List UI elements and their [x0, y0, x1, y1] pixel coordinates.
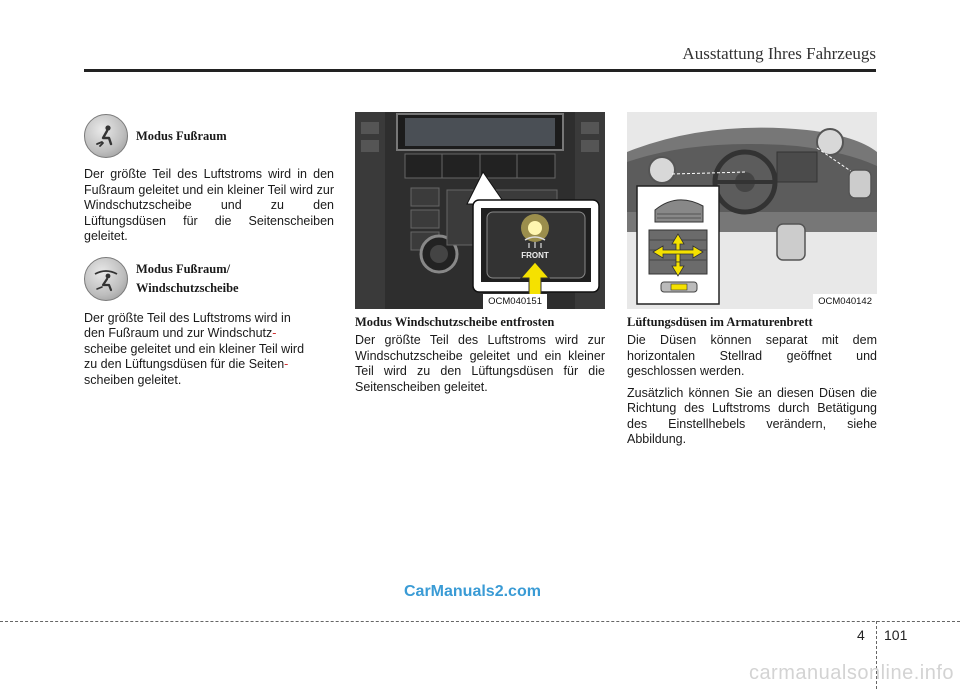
mode-foot-label: Modus Fußraum: [136, 128, 227, 143]
desc-line: Der größte Teil des Luftstroms wird in: [84, 310, 291, 325]
desc-line: scheiben geleitet.: [84, 372, 182, 387]
header-rule: [84, 69, 876, 72]
vents-description-2: Zusätzlich können Sie an diesen Düsen die Richtung des Luftstroms durch Betätigung des Einstellhebels verändern, siehe Abbildung.: [627, 385, 877, 446]
front-button-label: FRONT: [521, 251, 549, 260]
foot-airflow-icon: [84, 114, 128, 158]
mode-foot-row: [84, 114, 334, 158]
site-watermark: carmanualsonline.info: [748, 662, 954, 684]
defrost-mode-title: Modus Windschutzscheibe entfrosten: [355, 315, 555, 329]
chapter-number: 4: [857, 627, 865, 643]
mode-foot-description: Der größte Teil des Luftstroms wird in den Fußraum geleitet und ein kleiner Teil wird zur Windschutzscheibe und zu den Lüftungsdüsen für die Seitenscheiben geleitet.: [84, 167, 334, 243]
vents-description-1: Die Düsen können separat mit dem horizontalen Stellrad geöffnet und geschlossen werden.: [627, 333, 877, 378]
mode-foot-windshield-row: [84, 257, 334, 301]
figure-code: OCM040142: [813, 294, 877, 309]
desc-line: zu den Lüftungsdüsen für die Seiten: [84, 357, 285, 371]
desc-line: den Fußraum und zur Windschutz: [84, 326, 273, 340]
vents-title: Lüftungsdüsen im Armaturenbrett: [627, 315, 813, 329]
defrost-control-illustration: [355, 112, 605, 309]
hyphen: -: [284, 357, 289, 371]
mode-foot-windshield-description: [84, 311, 334, 389]
figure-dashboard-vents: [627, 112, 877, 309]
column-3: [627, 112, 877, 448]
column-2: [355, 112, 605, 395]
foot-windshield-airflow-icon: [84, 257, 128, 301]
figure-code: OCM040151: [483, 294, 547, 309]
figure-defrost-control: [355, 112, 605, 309]
hyphen: -: [272, 326, 277, 340]
header-title: Ausstattung Ihres Fahrzeugs: [682, 44, 876, 63]
mode-foot-windshield-label-line1: Modus Fußraum/: [136, 261, 231, 276]
watermark-link[interactable]: CarManuals2.com: [404, 583, 541, 600]
defrost-mode-description: Der größte Teil des Luftstroms wird zur Windschutzscheibe geleitet und ein kleiner Teil wird zu den Lüftungsdüsen für die Seitenscheiben geleitet.: [355, 333, 605, 394]
column-1: [84, 112, 334, 388]
dashboard-vents-illustration: [627, 112, 877, 309]
mode-foot-windshield-label: [136, 260, 239, 298]
mode-foot-windshield-label-line2: Windschutzscheibe: [136, 280, 239, 295]
desc-line: scheibe geleitet und ein kleiner Teil wird: [84, 341, 305, 356]
page-number: 101: [884, 627, 908, 643]
footer-rule: [0, 621, 960, 622]
